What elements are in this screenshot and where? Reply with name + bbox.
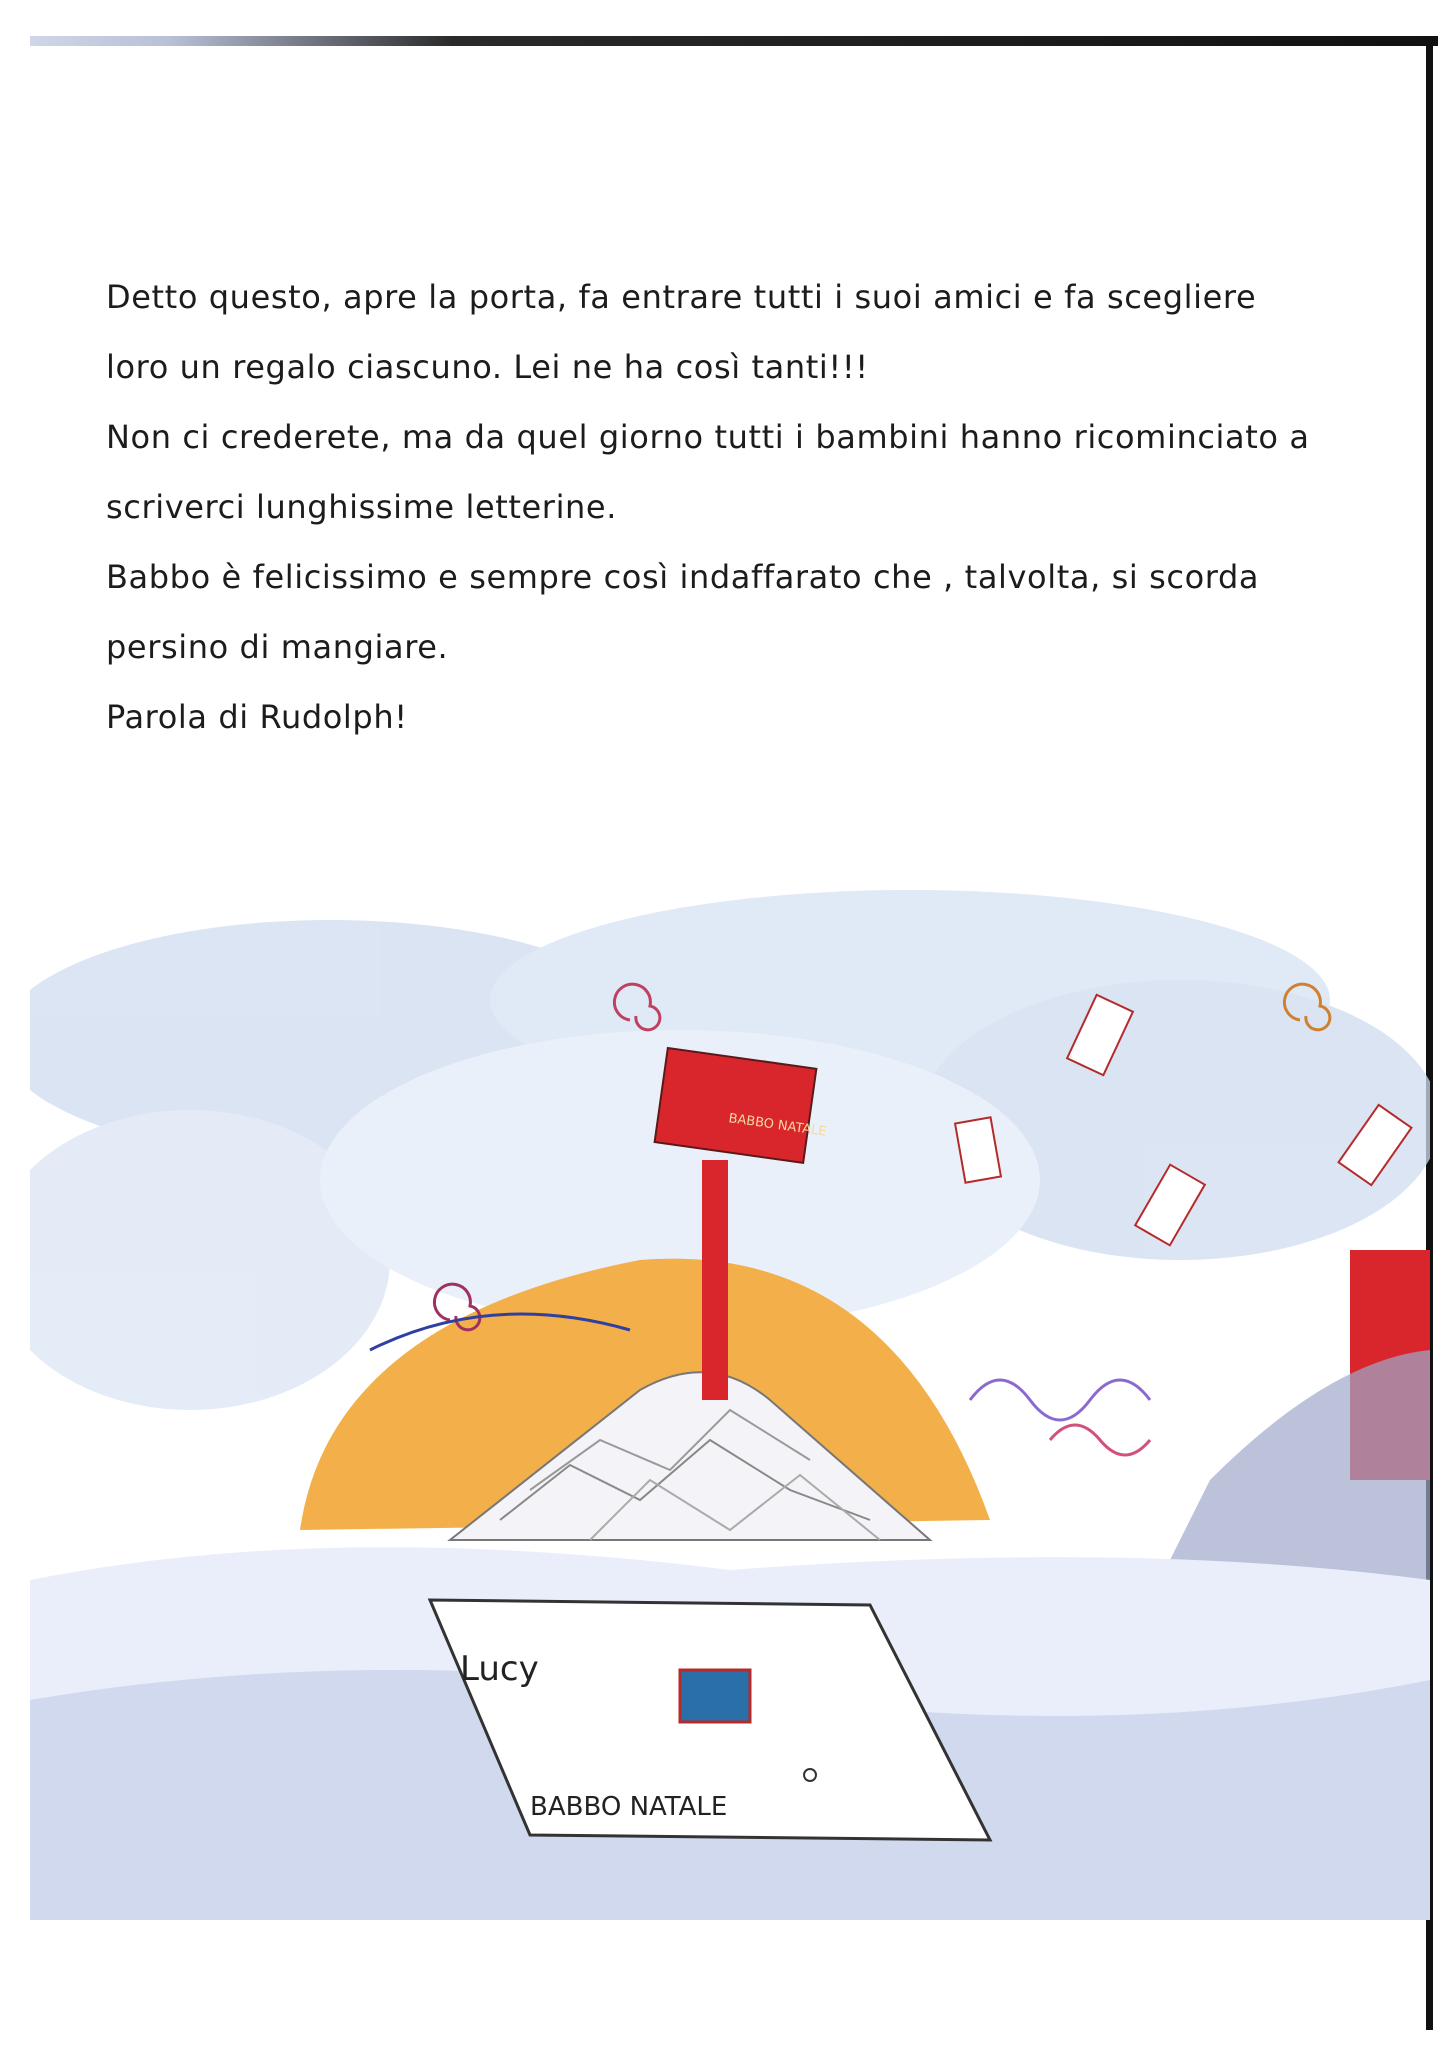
story-line: loro un regalo ciascuno. Lei ne ha così tanti!!! (106, 348, 869, 386)
crayon-illustration (30, 880, 1430, 1920)
top-border-line (30, 36, 1438, 46)
story-line: persino di mangiare. (106, 628, 449, 666)
sack-label: BABBO NATALE (530, 1792, 728, 1822)
story-line: Parola di Rudolph! (106, 698, 408, 736)
sack-name: Lucy (460, 1649, 539, 1689)
story-line: Babbo è felicissimo e sempre così indaffarato che , talvolta, si scorda (106, 558, 1260, 596)
story-line: scriverci lunghissime letterine. (106, 488, 617, 526)
story-line: Non ci crederete, ma da quel giorno tutti i bambini hanno ricominciato a (106, 418, 1310, 456)
story-text (106, 262, 1310, 752)
story-line: Detto questo, apre la porta, fa entrare tutti i suoi amici e fa scegliere (106, 278, 1257, 316)
mailbox-label: BABBO NATALE (727, 1111, 828, 1140)
mailbox-post (702, 1160, 728, 1400)
